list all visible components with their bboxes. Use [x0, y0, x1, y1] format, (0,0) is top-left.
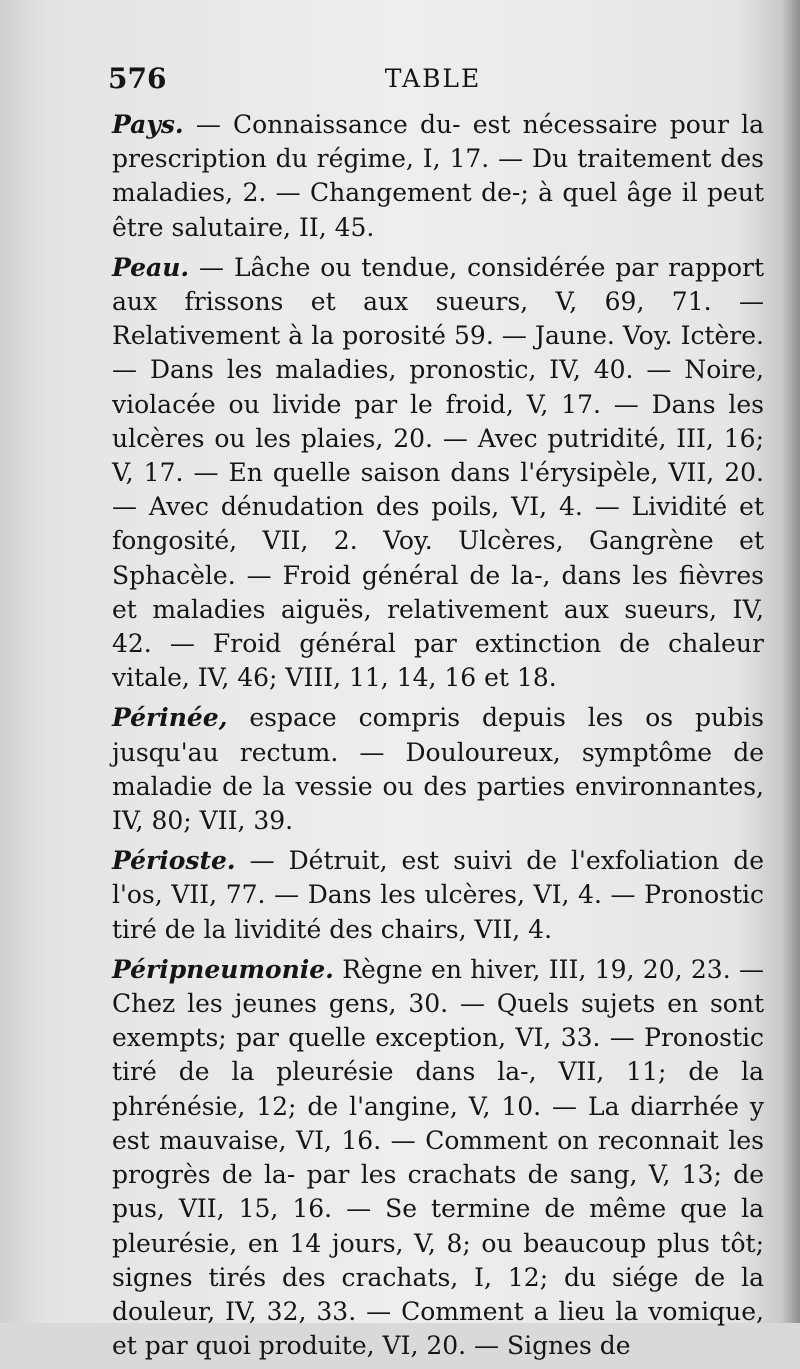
entry-text: — Lâche ou tendue, considérée par rapport aux frissons et aux sueurs, V, 69, 71. — Relativement à la porosité 59. — Jaune. Voy. Ictère. — Dans les maladies, pronostic, IV, 40. — Noire, violacée ou livide par le froid, V, 17. — Dans les ulcères ou les plaies, 20. — Avec putridité, III, 16; V, 17. — En quelle saison dans l'érysipèle, VII, 20. — Avec dénudation des poils, VI, 4. — Lividité et fongosité, VII, 2. Voy. Ulcères, Gangrène et Sphacèle. — Froid général de la-, dans les fièvres et maladies aiguës, relativement aux sueurs, IV, 42. — Froid général par extinction de chaleur vitale, IV, 46; VIII, 11, 14, 16 et 18.: [112, 252, 764, 693]
index-content: [112, 108, 764, 1369]
index-entry: [112, 108, 764, 245]
page-number: 576: [108, 62, 167, 95]
entry-text: — Détruit, est suivi de l'exfoliation de l'os, VII, 77. — Dans les ulcères, VI, 4. — Pronostic tiré de la lividité des chairs, VII, 4.: [112, 846, 764, 944]
page-header: [108, 62, 758, 98]
entry-heading: Pays.: [112, 110, 184, 139]
entry-text: Règne en hiver, III, 19, 20, 23. — Chez les jeunes gens, 30. — Quels sujets en sont exempts; par quelle exception, VI, 33. — Pronostic tiré de la pleurésie dans la-, VII, 11; de la phrénésie, 12; de l'angine, V, 10. — La diarrhée y est mauvaise, VI, 16. — Comment on reconnait les progrès de la- par les crachats de sang, V, 13; de pus, VII, 15, 16. — Se termine de même que la pleurésie, en 14 jours, V, 8; ou beaucoup plus tôt; signes tirés des crachats, I, 12; du siége de la douleur, IV, 32, 33. — Comment a lieu la vomique, et par quoi produite, VI, 20. — Signes de: [112, 954, 764, 1361]
entry-text: — Connaissance du- est nécessaire pour la prescription du régime, I, 17. — Du traitement des maladies, 2. — Changement de-; à quel âge il peut être salutaire, II, 45.: [112, 110, 764, 242]
index-entry: [112, 701, 764, 838]
entry-heading: Péripneumonie.: [112, 954, 334, 984]
index-entry: [112, 844, 764, 947]
index-entry: [112, 251, 764, 696]
running-title: TABLE: [384, 64, 482, 93]
index-entry: [112, 953, 764, 1363]
entry-heading: Périoste.: [112, 846, 236, 876]
entry-heading: Périnée,: [112, 703, 228, 733]
entry-text: espace compris depuis les os pubis jusqu'au rectum. — Douloureux, symptôme de maladie de la vessie ou des parties environnantes, IV, 80; VII, 39.: [112, 703, 764, 836]
page-edge-shadow: [782, 0, 800, 1323]
entry-heading: Peau.: [112, 252, 190, 282]
